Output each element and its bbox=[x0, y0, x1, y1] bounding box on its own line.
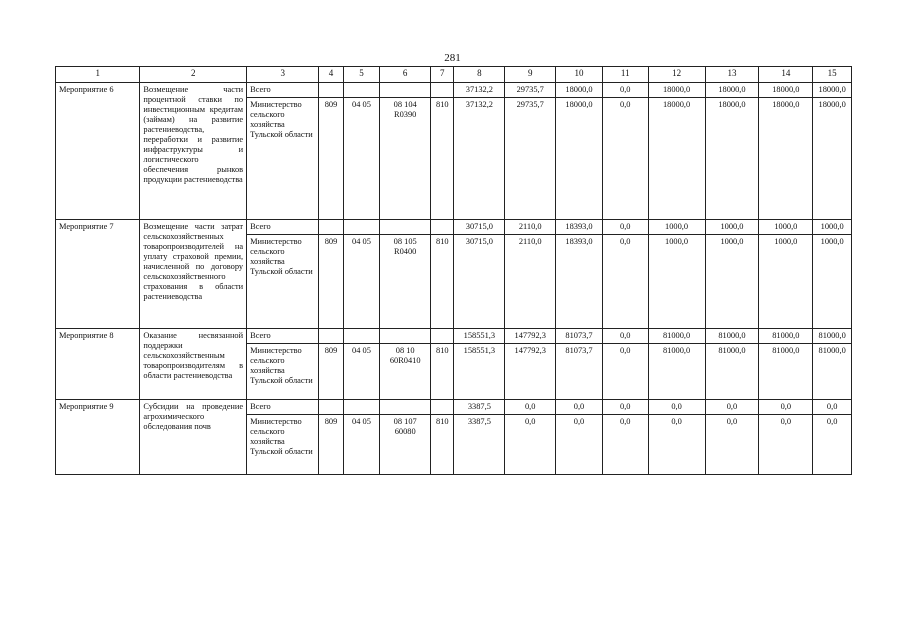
empty-cell bbox=[431, 220, 454, 235]
code-cell: 04 05 bbox=[343, 235, 380, 329]
amount-cell: 2110,0 bbox=[505, 235, 556, 329]
empty-cell bbox=[319, 329, 343, 344]
amount-cell: 0,0 bbox=[705, 415, 759, 475]
code-cell: 08 105 R0400 bbox=[380, 235, 431, 329]
amount-cell: 158551,3 bbox=[454, 344, 505, 400]
ministry-label: Министерство сельского хозяйства Тульской области bbox=[247, 415, 319, 475]
column-header: 3 bbox=[247, 67, 319, 83]
amount-cell: 18000,0 bbox=[556, 98, 603, 220]
amount-cell: 1000,0 bbox=[813, 235, 852, 329]
amount-cell: 81000,0 bbox=[648, 329, 705, 344]
amount-cell: 0,0 bbox=[602, 329, 648, 344]
column-header: 4 bbox=[319, 67, 343, 83]
empty-cell bbox=[343, 220, 380, 235]
amount-cell: 0,0 bbox=[602, 415, 648, 475]
table-row bbox=[56, 220, 852, 235]
code-cell: 04 05 bbox=[343, 344, 380, 400]
code-cell: 809 bbox=[319, 235, 343, 329]
code-cell: 04 05 bbox=[343, 415, 380, 475]
amount-cell: 1000,0 bbox=[813, 220, 852, 235]
code-cell: 809 bbox=[319, 344, 343, 400]
table-row bbox=[56, 83, 852, 98]
amount-cell: 18000,0 bbox=[705, 98, 759, 220]
amount-cell: 158551,3 bbox=[454, 329, 505, 344]
amount-cell: 0,0 bbox=[602, 235, 648, 329]
amount-cell: 2110,0 bbox=[505, 220, 556, 235]
event-description: Возмещение части затрат сельскохозяйственных товаропроизводителей на уплату страховой премии, начисленной по договору сельскохозяйственного страхования в области растениеводства bbox=[140, 220, 247, 329]
column-header: 14 bbox=[759, 67, 813, 83]
column-header: 7 bbox=[431, 67, 454, 83]
code-cell: 08 107 60080 bbox=[380, 415, 431, 475]
amount-cell: 0,0 bbox=[705, 400, 759, 415]
amount-cell: 81000,0 bbox=[648, 344, 705, 400]
amount-cell: 0,0 bbox=[602, 344, 648, 400]
empty-cell bbox=[380, 400, 431, 415]
amount-cell: 147792,3 bbox=[505, 329, 556, 344]
amount-cell: 18000,0 bbox=[556, 83, 603, 98]
column-header: 8 bbox=[454, 67, 505, 83]
empty-cell bbox=[343, 83, 380, 98]
table-body bbox=[56, 83, 852, 475]
amount-cell: 0,0 bbox=[602, 83, 648, 98]
amount-cell: 81073,7 bbox=[556, 329, 603, 344]
column-header: 9 bbox=[505, 67, 556, 83]
empty-cell bbox=[319, 83, 343, 98]
amount-cell: 18000,0 bbox=[648, 83, 705, 98]
amount-cell: 30715,0 bbox=[454, 220, 505, 235]
amount-cell: 3387,5 bbox=[454, 400, 505, 415]
column-header: 6 bbox=[380, 67, 431, 83]
amount-cell: 0,0 bbox=[759, 415, 813, 475]
code-cell: 809 bbox=[319, 415, 343, 475]
amount-cell: 0,0 bbox=[556, 400, 603, 415]
amount-cell: 1000,0 bbox=[705, 235, 759, 329]
amount-cell: 18000,0 bbox=[813, 98, 852, 220]
amount-cell: 18000,0 bbox=[759, 98, 813, 220]
total-label: Всего bbox=[247, 83, 319, 98]
column-header: 13 bbox=[705, 67, 759, 83]
amount-cell: 0,0 bbox=[602, 400, 648, 415]
column-header: 12 bbox=[648, 67, 705, 83]
amount-cell: 81073,7 bbox=[556, 344, 603, 400]
amount-cell: 1000,0 bbox=[648, 220, 705, 235]
header-row bbox=[56, 67, 852, 83]
page-number: 281 bbox=[444, 52, 461, 64]
ministry-label: Министерство сельского хозяйства Тульской области bbox=[247, 344, 319, 400]
amount-cell: 3387,5 bbox=[454, 415, 505, 475]
amount-cell: 147792,3 bbox=[505, 344, 556, 400]
amount-cell: 0,0 bbox=[505, 400, 556, 415]
amount-cell: 0,0 bbox=[648, 415, 705, 475]
ministry-label: Министерство сельского хозяйства Тульской области bbox=[247, 235, 319, 329]
amount-cell: 0,0 bbox=[602, 98, 648, 220]
amount-cell: 1000,0 bbox=[648, 235, 705, 329]
empty-cell bbox=[319, 220, 343, 235]
amount-cell: 81000,0 bbox=[759, 329, 813, 344]
ministry-label: Министерство сельского хозяйства Тульской области bbox=[247, 98, 319, 220]
amount-cell: 30715,0 bbox=[454, 235, 505, 329]
code-cell: 810 bbox=[431, 344, 454, 400]
column-header: 10 bbox=[556, 67, 603, 83]
amount-cell: 0,0 bbox=[602, 220, 648, 235]
event-name: Мероприятие 8 bbox=[56, 329, 140, 400]
amount-cell: 29735,7 bbox=[505, 98, 556, 220]
code-cell: 810 bbox=[431, 415, 454, 475]
code-cell: 08 104 R0390 bbox=[380, 98, 431, 220]
event-description: Оказание несвязанной поддержки сельскохозяйственным товаропроизводителям в области растениеводства bbox=[140, 329, 247, 400]
event-description: Возмещение части процентной ставки по инвестиционным кредитам (займам) на развитие растениеводства, переработки и развитие инфраструктуры и логистического обеспечения рынков продукции растениеводства bbox=[140, 83, 247, 220]
amount-cell: 0,0 bbox=[648, 400, 705, 415]
budget-table bbox=[55, 66, 852, 475]
amount-cell: 18393,0 bbox=[556, 220, 603, 235]
empty-cell bbox=[431, 83, 454, 98]
amount-cell: 18000,0 bbox=[813, 83, 852, 98]
amount-cell: 1000,0 bbox=[759, 220, 813, 235]
amount-cell: 18000,0 bbox=[759, 83, 813, 98]
amount-cell: 1000,0 bbox=[705, 220, 759, 235]
event-description: Субсидии на проведение агрохимического обследования почв bbox=[140, 400, 247, 475]
empty-cell bbox=[431, 400, 454, 415]
amount-cell: 29735,7 bbox=[505, 83, 556, 98]
column-header: 5 bbox=[343, 67, 380, 83]
amount-cell: 0,0 bbox=[813, 400, 852, 415]
column-header: 15 bbox=[813, 67, 852, 83]
total-label: Всего bbox=[247, 220, 319, 235]
amount-cell: 0,0 bbox=[813, 415, 852, 475]
amount-cell: 37132,2 bbox=[454, 98, 505, 220]
amount-cell: 1000,0 bbox=[759, 235, 813, 329]
empty-cell bbox=[343, 329, 380, 344]
column-header: 11 bbox=[602, 67, 648, 83]
code-cell: 809 bbox=[319, 98, 343, 220]
table-row bbox=[56, 329, 852, 344]
amount-cell: 37132,2 bbox=[454, 83, 505, 98]
amount-cell: 18000,0 bbox=[705, 83, 759, 98]
code-cell: 04 05 bbox=[343, 98, 380, 220]
amount-cell: 18393,0 bbox=[556, 235, 603, 329]
empty-cell bbox=[380, 83, 431, 98]
empty-cell bbox=[380, 329, 431, 344]
amount-cell: 18000,0 bbox=[648, 98, 705, 220]
code-cell: 810 bbox=[431, 98, 454, 220]
total-label: Всего bbox=[247, 400, 319, 415]
amount-cell: 81000,0 bbox=[705, 329, 759, 344]
amount-cell: 81000,0 bbox=[813, 344, 852, 400]
empty-cell bbox=[343, 400, 380, 415]
column-header: 2 bbox=[140, 67, 247, 83]
total-label: Всего bbox=[247, 329, 319, 344]
amount-cell: 81000,0 bbox=[705, 344, 759, 400]
empty-cell bbox=[431, 329, 454, 344]
event-name: Мероприятие 9 bbox=[56, 400, 140, 475]
event-name: Мероприятие 7 bbox=[56, 220, 140, 329]
amount-cell: 81000,0 bbox=[813, 329, 852, 344]
code-cell: 08 10 60R0410 bbox=[380, 344, 431, 400]
amount-cell: 81000,0 bbox=[759, 344, 813, 400]
amount-cell: 0,0 bbox=[556, 415, 603, 475]
empty-cell bbox=[319, 400, 343, 415]
empty-cell bbox=[380, 220, 431, 235]
code-cell: 810 bbox=[431, 235, 454, 329]
amount-cell: 0,0 bbox=[505, 415, 556, 475]
column-header: 1 bbox=[56, 67, 140, 83]
table-row bbox=[56, 400, 852, 415]
event-name: Мероприятие 6 bbox=[56, 83, 140, 220]
amount-cell: 0,0 bbox=[759, 400, 813, 415]
